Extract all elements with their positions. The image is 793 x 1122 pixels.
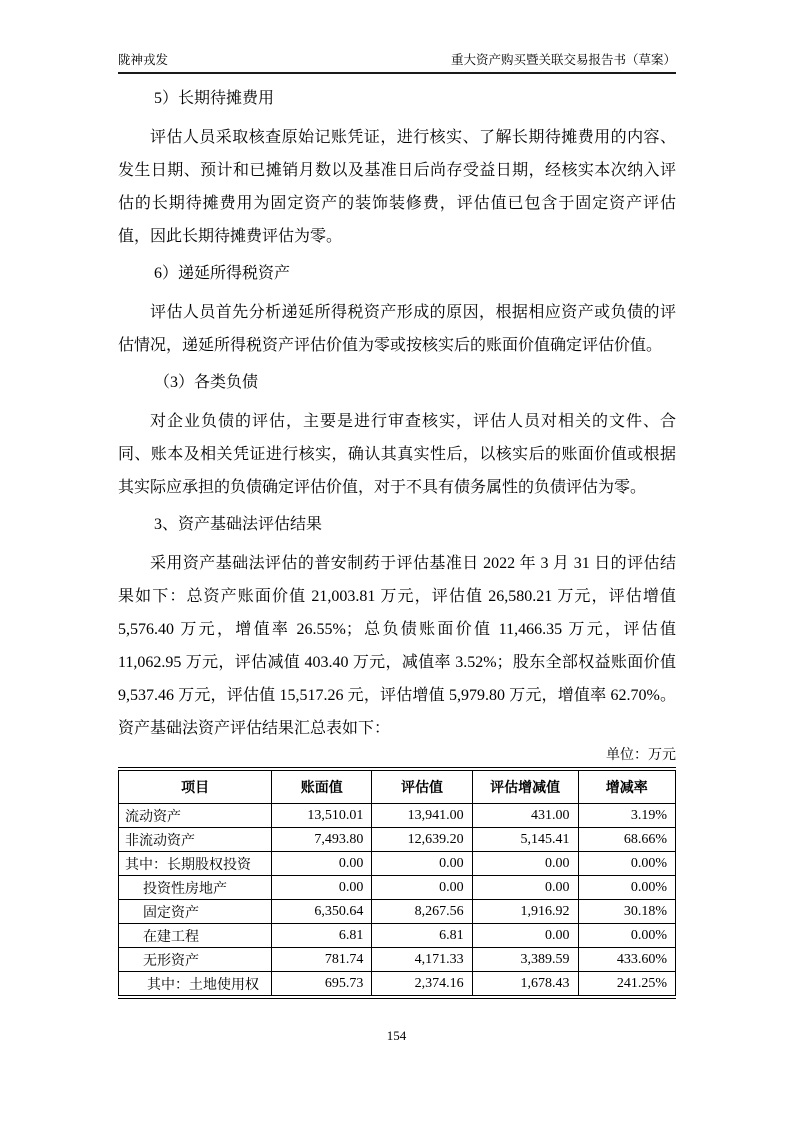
- cell-item: 其中：长期股权投资: [119, 852, 272, 876]
- cell-book-value: 6,350.64: [272, 900, 372, 924]
- table-header-appraised-value: 评估值: [372, 769, 472, 804]
- cell-book-value: 6.81: [272, 924, 372, 948]
- cell-change: 5,145.41: [472, 828, 578, 852]
- cell-change: 0.00: [472, 876, 578, 900]
- cell-item: 非流动资产: [119, 828, 272, 852]
- cell-appraised-value: 0.00: [372, 852, 472, 876]
- cell-appraised-value: 2,374.16: [372, 972, 472, 998]
- page-header: [118, 0, 676, 74]
- header-right-text: 重大资产购买暨关联交易报告书（草案）: [450, 53, 676, 67]
- cell-change-rate: 0.00%: [578, 876, 676, 900]
- cell-change-rate: 241.25%: [578, 972, 676, 998]
- cell-appraised-value: 12,639.20: [372, 828, 472, 852]
- cell-appraised-value: 8,267.56: [372, 900, 472, 924]
- cell-change-rate: 30.18%: [578, 900, 676, 924]
- cell-item: 投资性房地产: [119, 876, 272, 900]
- cell-item: 其中：土地使用权: [119, 972, 272, 998]
- table-row: [119, 852, 676, 876]
- page-content: [118, 74, 676, 999]
- paragraph-deferred-expenses: 评估人员采取核查原始记账凭证，进行核实、了解长期待摊费用的内容、发生日期、预计和已摊销月数以及基准日后尚存受益日期，经核实本次纳入评估的长期待摊费用为固定资产的装饰装修费，评估值已包含于固定资产评估值，因此长期待摊费评估为零。: [118, 129, 676, 245]
- cell-book-value: 13,510.01: [272, 804, 372, 828]
- table-row: [119, 972, 676, 998]
- table-row: [119, 804, 676, 828]
- table-header-change-rate: 增减率: [578, 769, 676, 804]
- cell-book-value: 781.74: [272, 948, 372, 972]
- cell-change: 1,916.92: [472, 900, 578, 924]
- table-row: [119, 876, 676, 900]
- cell-item: 固定资产: [119, 900, 272, 924]
- page-number: 154: [386, 1028, 407, 1043]
- cell-change: 431.00: [472, 804, 578, 828]
- cell-change-rate: 3.19%: [578, 804, 676, 828]
- paragraph-deferred-tax-assets: 评估人员首先分析递延所得税资产形成的原因，根据相应资产或负债的评估情况，递延所得税资产评估价值为零或按核实后的账面价值确定评估价值。: [118, 304, 676, 354]
- section-heading-deferred-tax-assets: 6）递延所得税资产: [154, 265, 291, 282]
- section-heading-deferred-expenses: 5）长期待摊费用: [154, 90, 275, 107]
- table-unit-label: 单位：万元: [606, 748, 676, 763]
- cell-appraised-value: 4,171.33: [372, 948, 472, 972]
- table-header-change: 评估增减值: [472, 769, 578, 804]
- cell-book-value: 0.00: [272, 852, 372, 876]
- table-header-item: 项目: [119, 769, 272, 804]
- paragraph-asset-based-result: 采用资产基础法评估的普安制药于评估基准日 2022 年 3 月 31 日的评估结果如下：总资产账面价值 21,003.81 万元，评估值 26,580.21 万元，评估增值 5,576.40 万元，增值率 26.55%；总负债账面价值 11,466.35 万元，评估值 11,062.95 万元，评估减值 403.40 万元，减值率 3.52%；股东全部权益账面价值 9,537.46 万元，评估值 15,517.26 元，评估增值 5,979.80 万元，增值率 62.70%。资产基础法资产评估结果汇总表如下：: [118, 555, 676, 737]
- cell-change: 0.00: [472, 852, 578, 876]
- cell-change-rate: 0.00%: [578, 852, 676, 876]
- table-row: [119, 828, 676, 852]
- cell-book-value: 0.00: [272, 876, 372, 900]
- cell-change: 1,678.43: [472, 972, 578, 998]
- cell-appraised-value: 13,941.00: [372, 804, 472, 828]
- cell-appraised-value: 6.81: [372, 924, 472, 948]
- header-left-text: 陇神戎发: [118, 53, 169, 67]
- cell-item: 无形资产: [119, 948, 272, 972]
- cell-item: 流动资产: [119, 804, 272, 828]
- paragraph-liabilities: 对企业负债的评估，主要是进行审查核实，评估人员对相关的文件、合同、账本及相关凭证进行核实，确认其真实性后，以核实后的账面价值或根据其实际应承担的负债确定评估价值，对于不具有债务属性的负债评估为零。: [118, 413, 676, 496]
- section-heading-liabilities: （3）各类负债: [154, 374, 259, 391]
- cell-book-value: 695.73: [272, 972, 372, 998]
- cell-change: 3,389.59: [472, 948, 578, 972]
- cell-book-value: 7,493.80: [272, 828, 372, 852]
- table-row: [119, 924, 676, 948]
- cell-change: 0.00: [472, 924, 578, 948]
- cell-appraised-value: 0.00: [372, 876, 472, 900]
- table-header-book-value: 账面值: [272, 769, 372, 804]
- cell-change-rate: 68.66%: [578, 828, 676, 852]
- table-header-row: [119, 769, 676, 804]
- cell-change-rate: 0.00%: [578, 924, 676, 948]
- table-row: [119, 948, 676, 972]
- valuation-summary-table: [118, 767, 676, 999]
- cell-change-rate: 433.60%: [578, 948, 676, 972]
- table-row: [119, 900, 676, 924]
- cell-item: 在建工程: [119, 924, 272, 948]
- section-heading-asset-based-result: 3、资产基础法评估结果: [154, 516, 323, 533]
